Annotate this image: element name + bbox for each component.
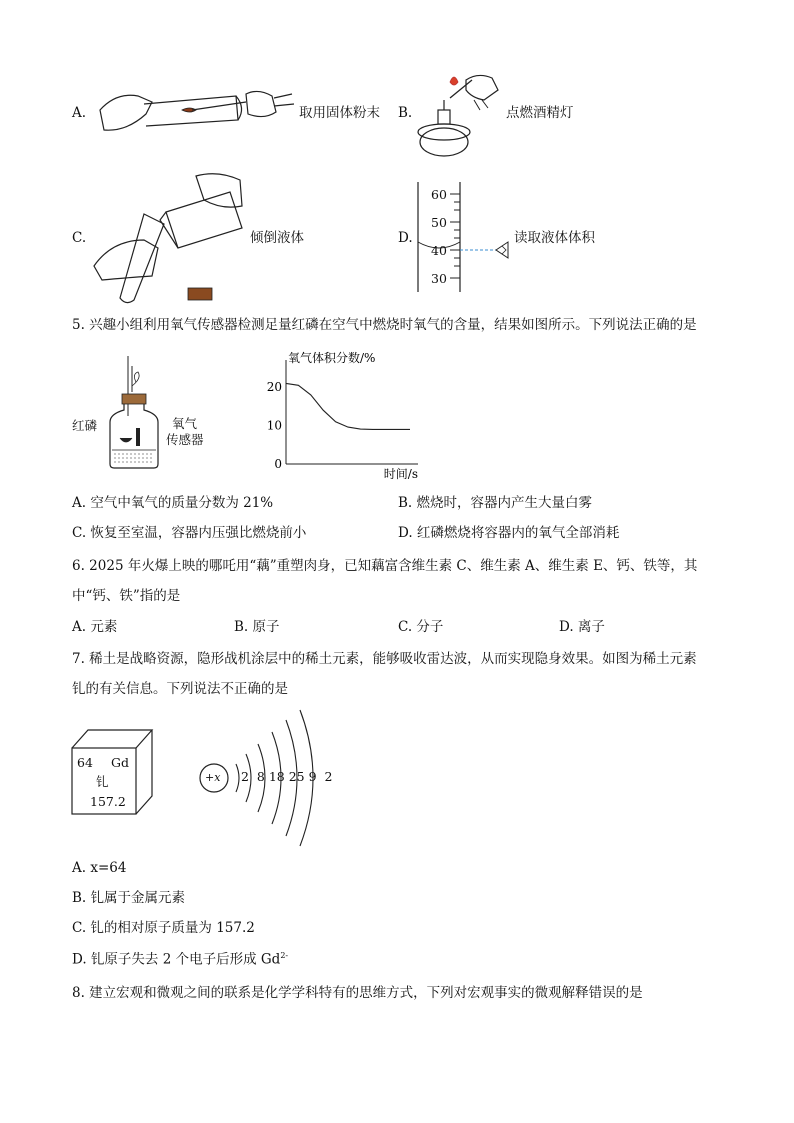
q7-option-a: A. x=64 [72,860,127,876]
y-tick-label: 10 [266,418,282,433]
label-red-phosphorus: 红磷 [72,418,98,433]
element-name: 钆 [96,774,109,789]
q7-option-d [72,952,288,967]
graduated-cylinder-figure [412,180,520,294]
q7-option-d-text: D. 钆原子失去 2 个电子后形成 Gd [72,951,281,968]
q6-stem-line2: 中“钙、铁”指的是 [72,588,181,604]
option-a-letter: A. [72,105,87,121]
q6-option-d: D. 离子 [559,619,605,635]
option-d-caption: 读取液体体积 [514,230,595,246]
q6-option-b: B. 原子 [234,619,280,635]
combustion-apparatus-figure [106,356,166,472]
q7-option-c: C. 钆的相对原子质量为 157.2 [72,920,255,936]
nucleus-charge: +x [205,771,221,784]
option-c-caption: 倾倒液体 [250,230,304,246]
cylinder-tick-30: 30 [431,271,447,286]
q7-ion-charge: 2- [280,951,289,960]
q7-option-b: B. 钆属于金属元素 [72,890,186,906]
alcohol-lamp-figure [414,70,506,162]
q5-option-a: A. 空气中氧气的质量分数为 21% [72,495,274,511]
y-tick-label: 20 [266,380,282,395]
cylinder-tick-50: 50 [431,215,447,230]
q5-option-d: D. 红磷燃烧将容器内的氧气全部消耗 [398,525,620,541]
option-a-caption: 取用固体粉末 [299,105,380,121]
q7-stem-line1: 7. 稀土是战略资源，隐形战机涂层中的稀土元素，能够吸收雷达波，从而实现隐身效果。如图为稀土元素 [72,651,697,667]
element-atomic-number: 64 [77,755,93,770]
q6-option-a: A. 元素 [72,619,118,635]
oxygen-chart [266,348,436,480]
q6-stem-line1: 6. 2025 年火爆上映的哪吒用“藕”重塑肉身，已知藕富含维生素 C、维生素 A、维生素 E、钙、铁等，其 [72,558,698,574]
label-oxygen-sensor-1: 氧气 [172,416,198,431]
oxygen-curve [286,383,410,429]
x-axis-label: 时间/s [383,467,418,480]
q5-stem: 5. 兴趣小组利用氧气传感器检测足量红磷在空气中燃烧时氧气的含量，结果如图所示。下列说法正确的是 [72,317,697,333]
electron-shells: 2 8 18 25 9 2 [241,769,333,784]
element-atomic-mass: 157.2 [90,794,126,809]
cylinder-tick-60: 60 [431,187,447,202]
q7-stem-line2: 钆的有关信息。下列说法不正确的是 [72,681,288,697]
option-b-letter: B. [398,105,413,121]
pouring-liquid-figure [92,166,252,306]
powder-test-tube-figure [96,84,296,144]
q5-option-b: B. 燃烧时，容器内产生大量白雾 [398,495,593,511]
q5-option-c: C. 恢复至室温，容器内压强比燃烧前小 [72,525,307,541]
cylinder-tick-40: 40 [431,243,447,258]
y-tick-label: 0 [274,457,282,471]
option-d-letter: D. [398,230,413,246]
q6-option-c: C. 分子 [398,619,444,635]
q8-stem: 8. 建立宏观和微观之间的联系是化学学科特有的思维方式，下列对宏观事实的微观解释错误的是 [72,985,643,1001]
y-axis-label: 氧气体积分数/% [288,351,376,365]
option-c-letter: C. [72,230,87,246]
label-oxygen-sensor-2: 传感器 [166,432,204,447]
option-b-caption: 点燃酒精灯 [506,105,574,121]
element-symbol: Gd [111,755,129,770]
